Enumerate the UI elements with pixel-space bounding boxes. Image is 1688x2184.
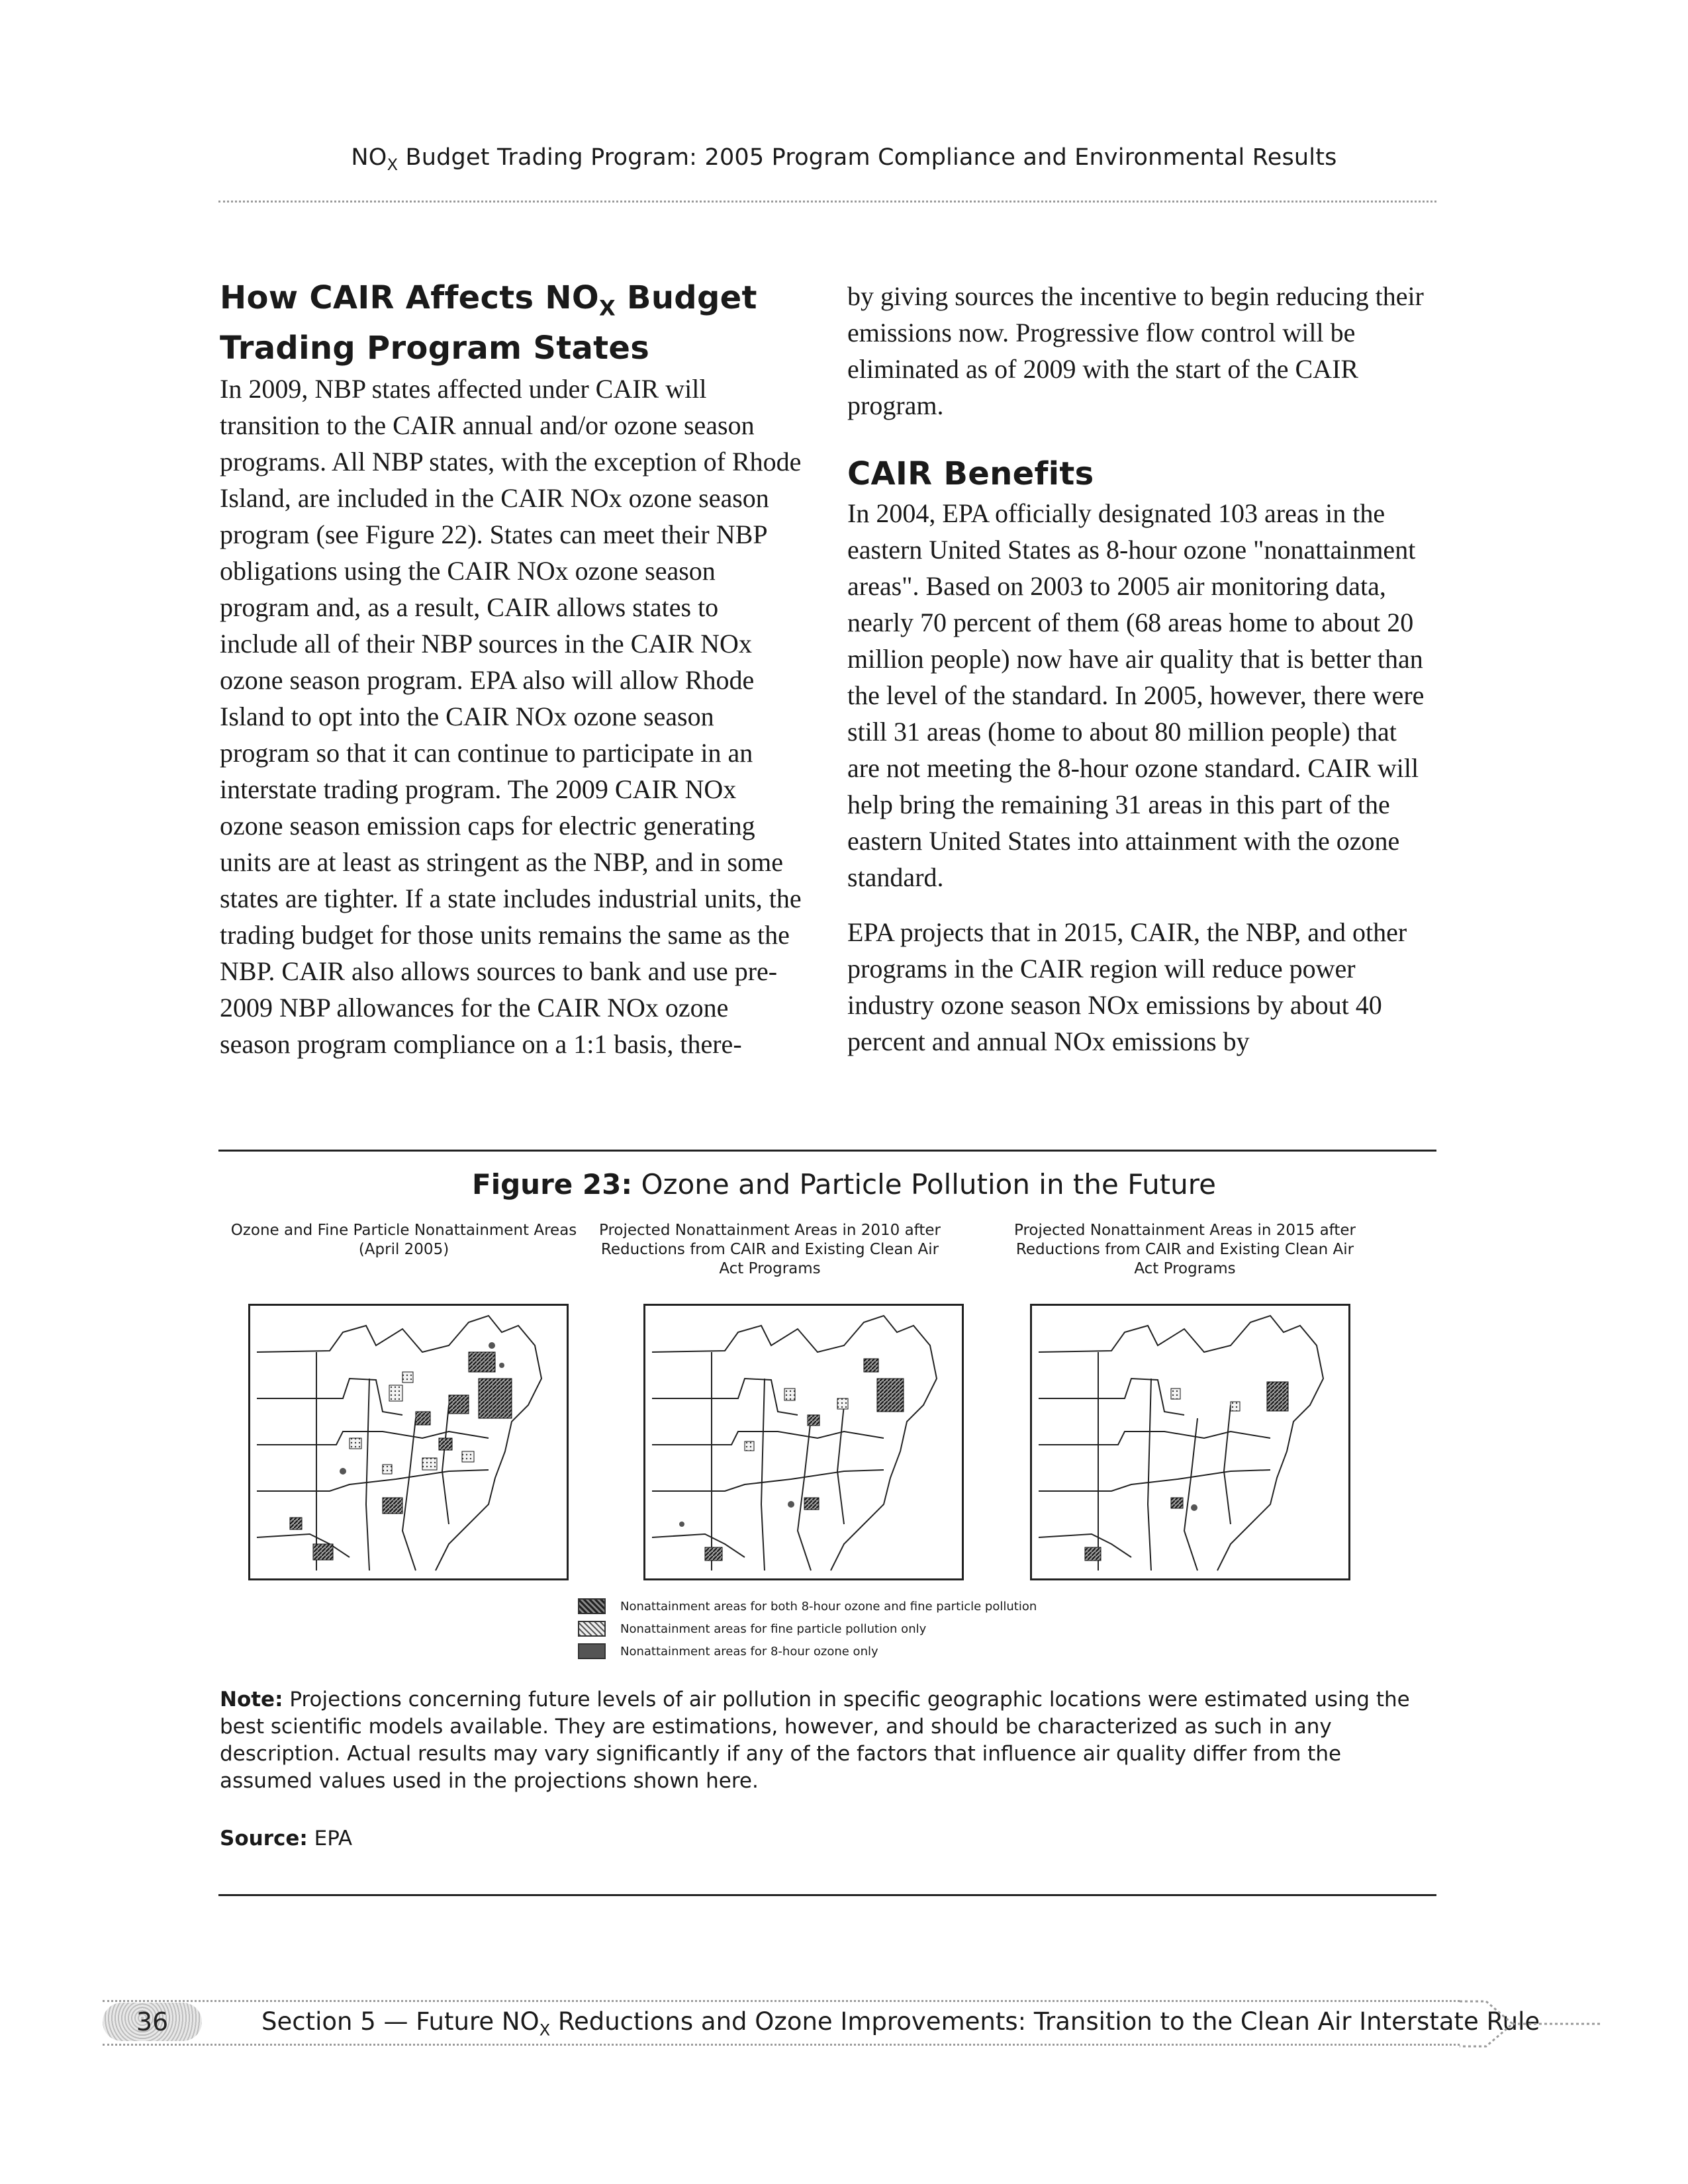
running-header: $NO_X$ Budget Trading Program: 2005 Program Compliance and Environmental Results [351, 144, 1337, 174]
section-heading-cair-affects: How CAIR Affects $NO_X$ Budget Trading Program States [220, 279, 757, 367]
legend-item-ozone: Nonattainment areas for 8-hour ozone only [578, 1640, 1037, 1662]
left-column [220, 278, 802, 1062]
map-2010 [643, 1304, 964, 1580]
map-caption-2005: Ozone and Fine Particle Nonattainment Areas (April 2005) [230, 1222, 577, 1258]
continuation-paragraph: by giving sources the incentive to begin reducing their emissions now. Progressive flow control will be eliminated as of 2009 with the start of the CAIR program. [847, 281, 1424, 420]
right-column [847, 278, 1430, 1060]
figure-title: Figure 23: Ozone and Particle Pollution in the Future [472, 1168, 1216, 1201]
page-footer [103, 1997, 1618, 2057]
map-caption-2010: Projected Nonattainment Areas in 2010 after Reductions from CAIR and Existing Clean Air Act Programs [598, 1222, 941, 1277]
map-legend [578, 1595, 1037, 1662]
legend-item-fine-particle: Nonattainment areas for fine particle pollution only [578, 1617, 1037, 1640]
benefits-paragraph-2: EPA projects that in 2015, CAIR, the NBP, and other programs in the CAIR region will reduce power industry ozone season NOx emissions by about 40 percent and annual NOx emissions by [847, 917, 1407, 1056]
section-heading-cair-benefits: CAIR Benefits [847, 455, 1094, 492]
page-number: 36 [103, 2003, 202, 2041]
header-rule [218, 201, 1436, 203]
map-caption-2015: Projected Nonattainment Areas in 2015 after Reductions from CAIR and Existing Clean Air Act Programs [1013, 1222, 1356, 1277]
legend-swatch-fine-particle [578, 1621, 606, 1637]
footer-arrow-icon [1460, 1997, 1605, 2050]
legend-swatch-ozone [578, 1643, 606, 1659]
legend-swatch-both [578, 1598, 606, 1614]
figure-top-rule [218, 1150, 1436, 1152]
figure-bottom-rule [218, 1894, 1436, 1896]
map-2005 [248, 1304, 569, 1580]
figure-source: Source: EPA [220, 1827, 353, 1850]
footer-section-title: Section 5 — Future $NO_X$ Reductions and Ozone Improvements: Transition to the Clean Air Interstate Rule [261, 2007, 1540, 2040]
map-2015 [1030, 1304, 1350, 1580]
left-body-paragraph: In 2009, NBP states affected under CAIR will transition to the CAIR annual and/or ozone season programs. All NBP states, with the exception of Rhode Island, are included in the CAIR NOx ozone season program (see Figure 22). States can meet their NBP obligations using the CAIR NOx ozone season program and, as a result, CAIR allows states to include all of their NBP sources in the CAIR NOx ozone season program. EPA also will allow Rhode Island to opt into the CAIR NOx ozone season program so that it can continue to participate in an interstate trading program. The 2009 CAIR NOx ozone season emission caps for electric generating units are at least as stringent as the NBP, and in some states are tighter. If a state includes industrial units, the trading budget for those units remains the same as the NBP. CAIR also allows sources to bank and use pre-2009 NBP allowances for the CAIR NOx ozone season program compliance on a 1:1 basis, there- [220, 373, 802, 1059]
figure-note: Note: Projections concerning future levels of air pollution in specific geographic locations were estimated using the best scientific models available. They are estimations, however, and should be characterized as such in any description. Actual results may vary significantly if any of the factors that influence air quality differ from the assumed values used in the projections shown here. [220, 1688, 1410, 1793]
footer-rule-top [103, 2000, 1460, 2002]
legend-item-both: Nonattainment areas for both 8-hour ozone and fine particle pollution [578, 1595, 1037, 1617]
benefits-paragraph-1: In 2004, EPA officially designated 103 areas in the eastern United States as 8-hour ozone "nonattainment areas". Based on 2003 to 2005 air monitoring data, nearly 70 percent of them (68 areas home to about 20 million people) now have air quality that is better than the level of the standard. In 2005, however, there were still 31 areas (home to about 80 million people) that are not meeting the 8-hour ozone standard. CAIR will help bring the remaining 31 areas in this part of the eastern United States into attainment with the ozone standard. [847, 498, 1425, 892]
